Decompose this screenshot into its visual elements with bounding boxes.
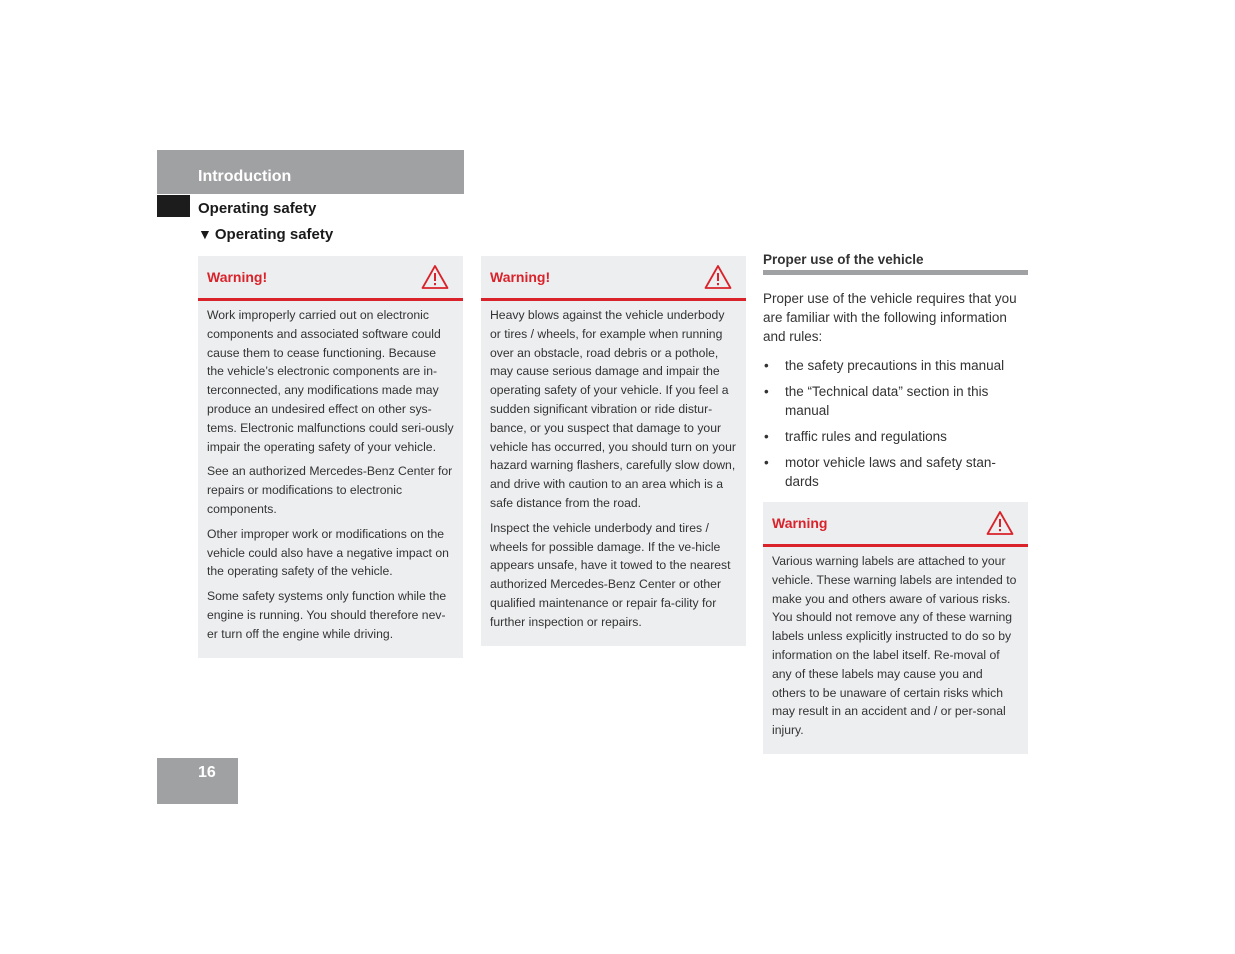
warning-paragraph: Other improper work or modifications on the vehicle could also have a negative impact on the operating safety of the vehicle.: [207, 526, 449, 579]
warning-header: [763, 502, 1028, 547]
proper-use-list: [763, 356, 1028, 491]
warning-triangle-icon: [421, 264, 449, 290]
warning-triangle-icon: [986, 510, 1014, 536]
warning-body: [763, 547, 1028, 754]
list-item: • traffic rules and regulations: [763, 427, 1028, 446]
subsection-title: [198, 226, 333, 243]
list-item: • motor vehicle laws and safety stan-dards: [763, 453, 1028, 491]
warning-label: Warning!: [490, 269, 551, 285]
warning-box-electronics: [198, 256, 463, 658]
proper-use-intro: Proper use of the vehicle requires that you are familiar with the following information and rules:: [763, 291, 1017, 344]
warning-label: Warning: [772, 515, 828, 531]
list-item: • the “Technical data” section in this manual: [763, 382, 1028, 420]
warning-triangle-icon: [704, 264, 732, 290]
warning-paragraph: Various warning labels are attached to your vehicle. These warning labels are intended to make you and others aware of various risks. You should not remove any of these warning labels unless explicitly instructed to do so by information on the label itself. Re-moval of any of these labels may cause you and others to be unaware of certain risks which may result in an accident and / or per-sonal injury.: [772, 554, 1017, 738]
warning-paragraph: Work improperly carried out on electronic components and associated software could cause them to cease functioning. Because the vehicle’s electronic components are in-terconnected, any modifications made may produce an undesired effect on other sys-tems. Electronic malfunctions could seri-ously impair the operating safety of your vehicle.: [207, 308, 454, 454]
warning-header: [198, 256, 463, 301]
warning-label: Warning!: [207, 269, 268, 285]
warning-paragraph: Heavy blows against the vehicle underbody or tires / wheels, for example when running over an obstacle, road debris or a pothole, may cause serious damage and impair the operating safety of your vehicle. If you feel a sudden significant vibration or ride distur-bance, or you suspect that damage to your vehicle has occurred, you should turn on your hazard warning flashers, carefully slow down, and drive with caution to an area which is a safe distance from the road.: [490, 308, 736, 510]
warning-body: [481, 301, 746, 646]
warning-box-labels: [763, 502, 1028, 754]
subsection-title-text: Operating safety: [214, 226, 334, 243]
proper-use-heading: Proper use of the vehicle: [763, 252, 1028, 275]
down-triangle-icon: ▼: [198, 226, 212, 242]
list-item: • the safety precautions in this manual: [763, 356, 1028, 375]
proper-use-section: [763, 252, 1028, 498]
warning-paragraph: Some safety systems only function while the engine is running. You should therefore nev-er turn off the engine while driving.: [207, 589, 447, 641]
chapter-title: Introduction: [198, 168, 292, 185]
section-title: Operating safety: [198, 200, 317, 217]
warning-paragraph: Inspect the vehicle underbody and tires / wheels for possible damage. If the ve-hicle appears unsafe, have it towed to the nearest authorized Mercedes-Benz Center or other qualified maintenance or repair fa-cility for further inspection or repairs.: [490, 520, 731, 629]
warning-header: [481, 256, 746, 301]
page-number: 16: [198, 764, 216, 781]
warning-box-underbody: [481, 256, 746, 646]
warning-paragraph: See an authorized Mercedes-Benz Center for repairs or modifications to electronic components.: [207, 464, 453, 516]
warning-body: [198, 301, 463, 658]
section-marker: [157, 195, 190, 217]
